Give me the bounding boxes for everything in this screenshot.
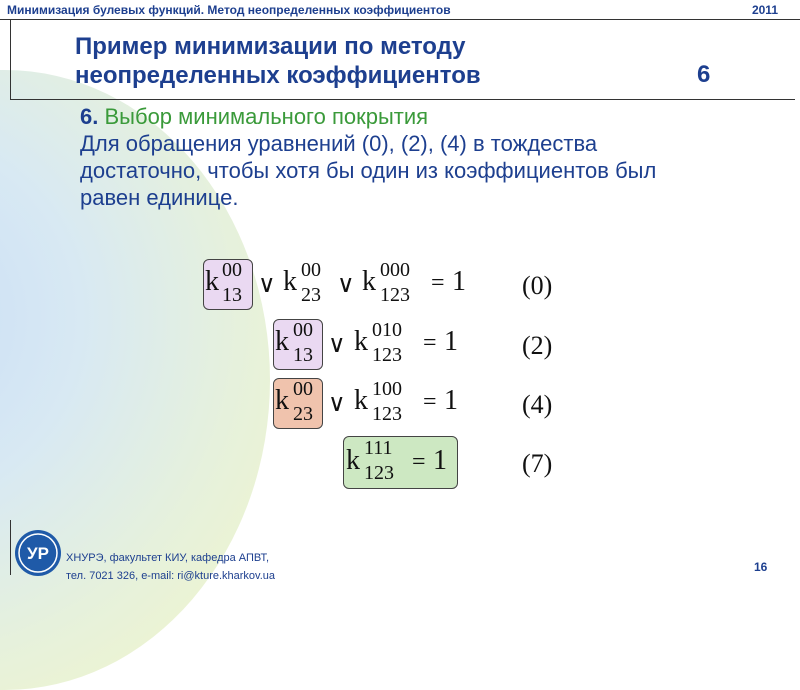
or-operator: ∨ xyxy=(337,272,355,298)
coef-k: k xyxy=(362,266,376,297)
slide-title xyxy=(75,32,481,90)
equals-sign: = xyxy=(431,270,445,296)
page-number: 16 xyxy=(754,560,768,574)
superscript: 00 xyxy=(222,259,242,281)
equation-label-7: (7) xyxy=(522,449,553,478)
subscript: 13 xyxy=(293,344,313,366)
superscript: 010 xyxy=(372,319,402,341)
university-logo xyxy=(14,529,62,577)
or-operator: ∨ xyxy=(258,272,276,298)
rhs-one: 1 xyxy=(433,445,447,476)
superscript: 00 xyxy=(301,259,321,281)
slide-title-line1: Пример минимизации по методу xyxy=(75,33,466,60)
coef-k: k xyxy=(354,385,368,416)
course-header: Минимизация булевых функций. Метод неопределенных коэффициентов xyxy=(7,3,451,17)
slide-number: 6 xyxy=(697,61,711,88)
coef-k: k xyxy=(283,266,297,297)
superscript: 00 xyxy=(293,319,313,341)
subscript: 23 xyxy=(301,284,321,306)
footer-line2: тел. 7021 326, e-mail: ri@kture.kharkov.ua xyxy=(66,570,276,582)
header-divider xyxy=(0,19,800,20)
equation-label-0: (0) xyxy=(522,271,553,300)
equation-label-2: (2) xyxy=(522,331,553,360)
superscript: 111 xyxy=(364,437,393,459)
logo-lettering: УР xyxy=(27,544,49,563)
footer-line1: ХНУРЭ, факультет КИУ, кафедра АПВТ, xyxy=(66,552,270,564)
step-text: Для обращения уравнений (0), (2), (4) в тождества достаточно, чтобы хотя бы один из коэффициентов был равен единице. xyxy=(80,131,657,210)
step-number: 6. xyxy=(80,104,99,129)
footer-frame-left xyxy=(10,520,11,575)
subscript: 23 xyxy=(293,403,313,425)
equals-sign: = xyxy=(412,449,426,475)
coef-k: k xyxy=(275,385,289,416)
equation-label-4: (4) xyxy=(522,390,553,419)
title-frame-left xyxy=(10,19,11,99)
coef-k: k xyxy=(346,445,360,476)
or-operator: ∨ xyxy=(328,391,346,417)
rhs-one: 1 xyxy=(444,385,458,416)
footer-contact xyxy=(66,549,275,585)
step-heading xyxy=(80,103,700,130)
equals-sign: = xyxy=(423,330,437,356)
rhs-one: 1 xyxy=(444,326,458,357)
subscript: 123 xyxy=(372,403,402,425)
superscript: 00 xyxy=(293,378,313,400)
subscript: 123 xyxy=(372,344,402,366)
slide-body xyxy=(80,103,700,211)
superscript: 000 xyxy=(380,259,410,281)
or-operator: ∨ xyxy=(328,332,346,358)
rhs-one: 1 xyxy=(452,266,466,297)
coef-k: k xyxy=(205,266,219,297)
coef-k: k xyxy=(354,326,368,357)
subscript: 123 xyxy=(364,462,394,484)
subscript: 13 xyxy=(222,284,242,306)
year-header: 2011 xyxy=(751,3,778,17)
step-title: Выбор минимального покрытия xyxy=(104,104,429,129)
title-divider xyxy=(10,99,795,100)
superscript: 100 xyxy=(372,378,402,400)
equals-sign: = xyxy=(423,389,437,415)
subscript: 123 xyxy=(380,284,410,306)
coef-k: k xyxy=(275,326,289,357)
slide-title-line2: неопределенных коэффициентов xyxy=(75,62,481,89)
